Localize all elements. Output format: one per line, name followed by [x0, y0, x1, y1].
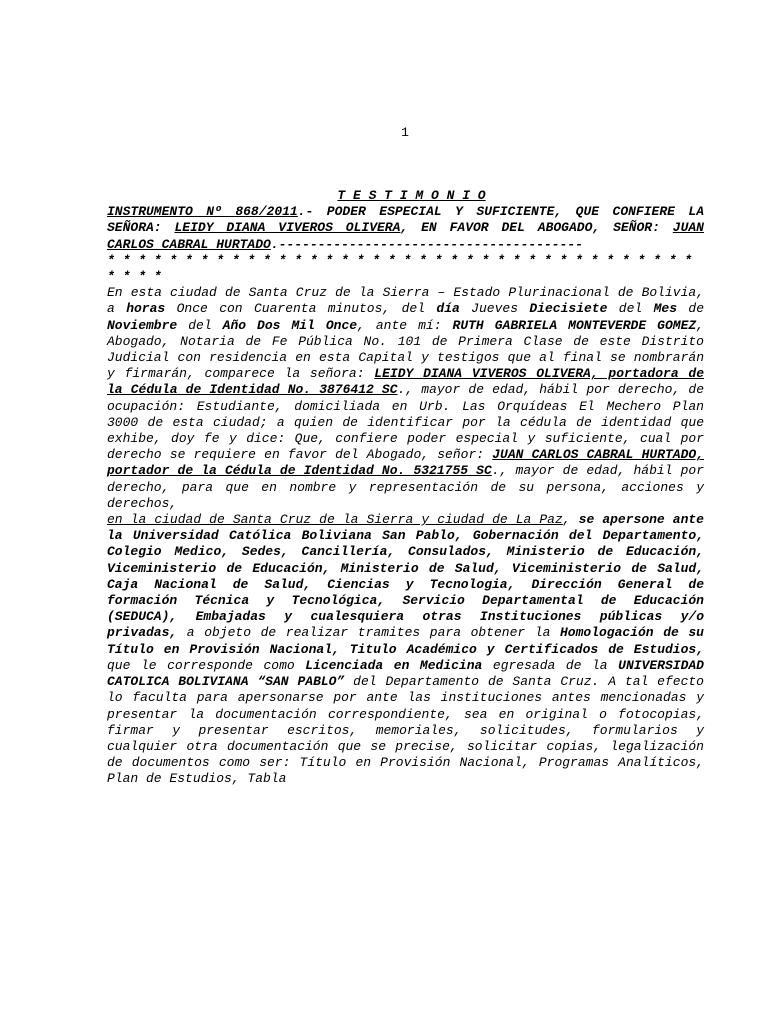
text-segment: del [607, 301, 654, 317]
text-segment: , ante mí: [357, 317, 453, 333]
text-segment: Jueves [459, 301, 530, 317]
degree-title: Licenciada en Medicina [305, 657, 483, 673]
dash-line: .--------------------------------------- [270, 236, 583, 252]
page-number: 1 [401, 125, 409, 140]
dia-label: día [436, 301, 460, 317]
text-segment: que le corresponde como [107, 657, 306, 673]
attorney-identification: JUAN CARLOS CABRAL HURTADO, portador de la Cédula de Identidad No. 5321755 SC [107, 447, 705, 479]
grantor-identification: LEIDY DIANA VIVEROS OLIVERA, portadora de la Cédula de Identidad No. 3876412 SC [107, 366, 704, 398]
text-segment: ., mayor de edad, hábil por derecho, de ocupación: Estudiante, domiciliada en Urb. Las Orquídeas El Mechero Plan 3000 de esta ciudad; a quien de identificar por la cédula de identidad que exhibe, doy fe y dice: Que, confiere poder especial y suficiente, cual por derecho se requiere en favor del Abogado, señor: [107, 382, 705, 463]
dia-value: Diecisiete [529, 301, 608, 317]
mes-label: Mes [653, 301, 677, 317]
text-segment: del [177, 317, 223, 333]
text-segment: de [677, 301, 704, 317]
text-segment: egresada de la [482, 657, 619, 673]
anio-value: Año Dos Mil Once [222, 317, 358, 333]
notary-name: RUTH GABRIELA MONTEVERDE GOMEZ [452, 317, 697, 333]
university-name: UNIVERSIDAD CATOLICA BOLIVIANA “SAN PABLO” [107, 657, 704, 690]
cities-clause: en la ciudad de Santa Cruz de la Sierra y ciudad de La Paz [107, 512, 563, 528]
attorney-name: JUAN CARLOS CABRAL HURTADO [107, 220, 704, 252]
instrument-description: .- PODER ESPECIAL Y SUFICIENTE, QUE CONFIERE LA SEÑORA: [107, 204, 704, 236]
text-segment: ., mayor de edad, hábil por derecho, para que en nombre y representación de su persona, acciones y derechos, [107, 463, 705, 511]
horas-label: horas [126, 301, 166, 317]
grantor-name: LEIDY DIANA VIVEROS OLIVERA [174, 220, 401, 236]
instrument-heading [107, 204, 704, 253]
testimony-text [107, 285, 704, 787]
star-separator: * * * * * * * * * * * * * * * * * * * * * * * * * * * * * * * * * * * * * * * * * * [107, 252, 693, 285]
text-segment: Once con Cuarenta minutos, del [165, 301, 437, 317]
text-segment: , [562, 512, 579, 528]
text-segment: a objeto de realizar tramites para obtener la [177, 625, 560, 641]
document-body [107, 188, 704, 788]
homologation-clause: Homologación de su Título en Provisión Nacional, Titulo Académico y Certificados de Estudios, [107, 625, 704, 657]
mes-value: Noviembre [107, 317, 178, 333]
text-segment: del Departamento de Santa Cruz. A tal efecto lo faculta para apersonarse por ante las instituciones antes mencionadas y presentar la documentación correspondiente, sea en original o fotocopias, firmar y presentar escritos, memoriales, solicitudes, formularios y cualquier otra documentación que se precise, solicitar copias, legalización de documentos como ser: Título en Provisión Nacional, Programas Analíticos, Plan de Estudios, Tabla [107, 674, 704, 787]
instrument-number: INSTRUMENTO Nº 868/2011 [107, 204, 298, 220]
text-segment: , Abogado, Notaria de Fe Pública No. 101 de Primera Clase de este Distrito Judicial con residencia en esta Capital y testigos que al final se nombrarán y firmarán, comparece la señora: [107, 317, 704, 382]
institutions-list: se apersone ante la Universidad Católica Boliviana San Pablo, Gobernación del Departamento, Colegio Medico, Sedes, Cancillería, Consulados, Ministerio de Educación, Viceministerio de Educación, Ministerio de Salud, Viceministerio de Salud, Caja Nacional de Salud, Ciencias y Tecnologia, Dirección General de formación Técnica y Tecnológica, Servicio Departamental de Educación (SEDUCA), Embajadas y cualesquiera otras Instituciones públicas y/o privadas, [107, 512, 704, 641]
text-segment: En esta ciudad de Santa Cruz de la Sierra – Estado Plurinacional de Bolivia, a [107, 285, 704, 317]
instrument-description-2: , EN FAVOR DEL ABOGADO, SEÑOR: [400, 220, 673, 236]
document-title: T E S T I M O N I O [337, 188, 486, 203]
